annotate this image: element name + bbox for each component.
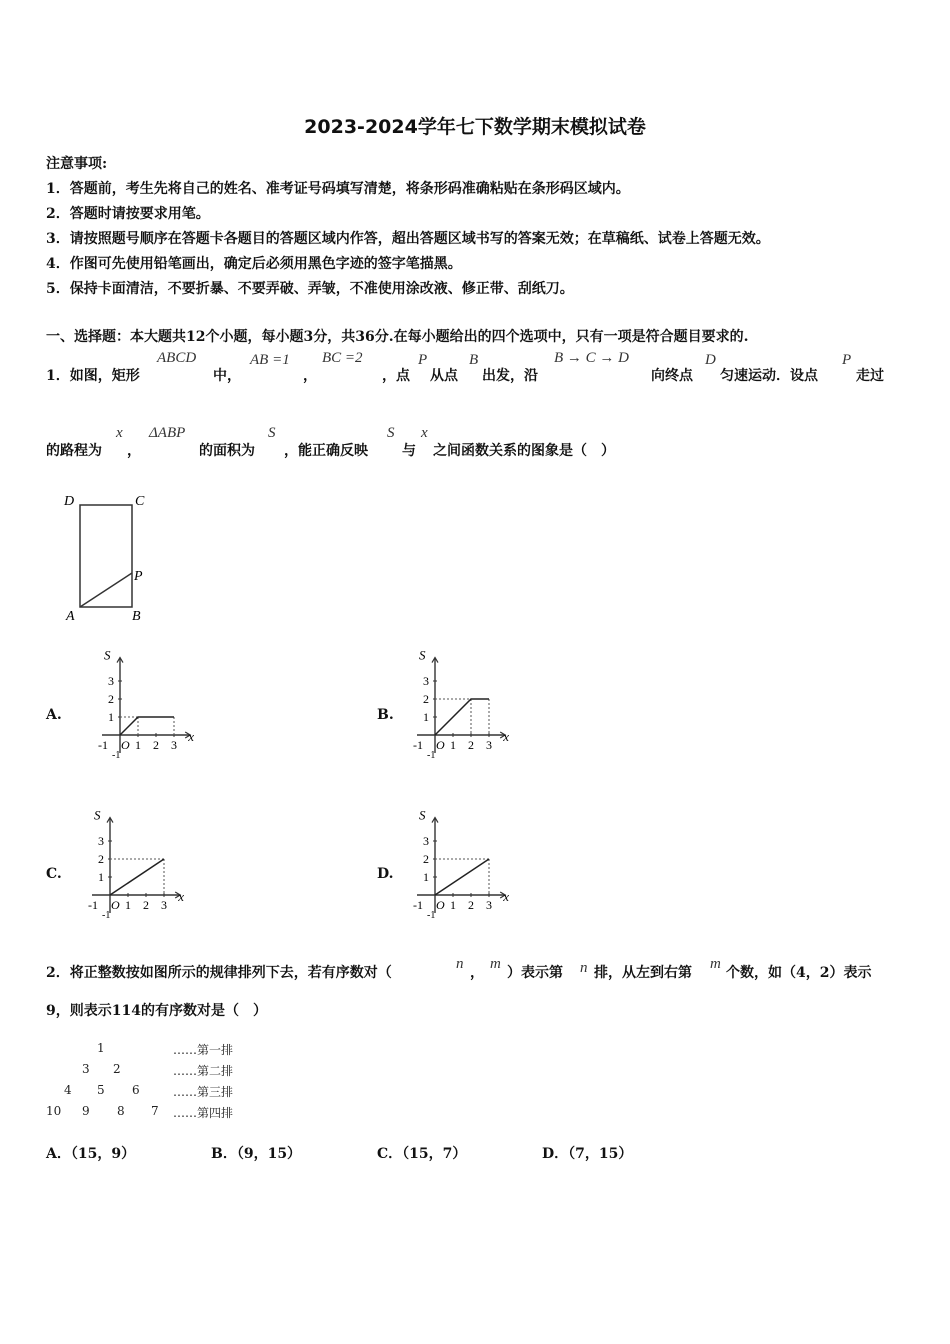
notice-item-1: 1．答题前，考生先将自己的姓名、准考证号码填写清楚，将条形码准确粘贴在条形码区域内。 [46, 181, 630, 197]
function-graph-line [435, 859, 489, 895]
q1-text-1: 1．如图，矩形 [46, 368, 140, 384]
row-label-1: ……第一排 [173, 1043, 234, 1057]
y-tick-label: -1 [112, 750, 121, 761]
triangle-num: 4 [64, 1083, 72, 1097]
q1-line2-b: ， [127, 443, 141, 459]
label-d: D [64, 494, 75, 509]
rectangle-abcd [80, 505, 132, 607]
q2-text-4: 排，从左到右第 [594, 965, 692, 981]
x-tick-label: 3 [171, 738, 177, 752]
notice-item-5: 5．保持卡面清洁，不要折暴、不要弄破、弄皱，不准使用涂改液、修正带、刮纸刀。 [46, 281, 574, 297]
origin-label: O [121, 738, 130, 752]
notice-item-4: 4．作图可先使用铅笔画出，确定后必须用黑色字迹的签字笔描黑。 [46, 256, 462, 272]
y-tick-label: 2 [423, 692, 429, 706]
y-tick-label: 2 [108, 692, 114, 706]
triangle-num: 2 [113, 1062, 121, 1076]
q1-math-b: B [469, 352, 479, 368]
q2-math-m2: m [710, 956, 721, 972]
q1-text-8: 匀速运动．设点 [720, 368, 818, 384]
q1-line2-f: 之间函数关系的图象是（ ） [433, 443, 615, 459]
y-axis-label: S [94, 808, 101, 823]
y-tick-label: 3 [108, 674, 114, 688]
x-axis-label: x [503, 889, 509, 904]
triangle-num: 8 [117, 1104, 125, 1118]
triangle-num: 7 [151, 1104, 159, 1118]
q1-option-d-graph[interactable] [405, 808, 520, 923]
y-tick-label: -1 [102, 910, 111, 921]
x-tick-label: 1 [450, 898, 456, 912]
q1-text-3: ， [303, 368, 317, 384]
label-b: B [132, 609, 141, 624]
y-tick-label: -1 [427, 910, 436, 921]
x-tick-label: 1 [125, 898, 131, 912]
q1-math-bc: BC =2 [322, 350, 363, 366]
segment-ap [80, 573, 132, 607]
triangle-num: 5 [97, 1083, 105, 1097]
q2-option-c[interactable]: C．（15，7） [377, 1146, 467, 1162]
row-label-3: ……第三排 [173, 1085, 234, 1099]
y-axis-label: S [104, 648, 111, 663]
x-tick-label: 3 [486, 898, 492, 912]
q2-text-3: ）表示第 [507, 965, 563, 981]
y-tick-label: 3 [423, 674, 429, 688]
q1-text-4: ，点 [382, 368, 410, 384]
q1-text-6: 出发，沿 [482, 368, 538, 384]
notice-item-2: 2．答题时请按要求用笔。 [46, 206, 210, 222]
q1-option-c-label[interactable]: C. [46, 866, 62, 882]
y-tick-label: 2 [423, 852, 429, 866]
y-tick-label: -1 [427, 750, 436, 761]
y-tick-label: 2 [98, 852, 104, 866]
y-tick-label: 3 [98, 834, 104, 848]
row-label-4: ……第四排 [173, 1106, 234, 1120]
x-tick-label: -1 [88, 898, 98, 912]
x-tick-label: 1 [135, 738, 141, 752]
rectangle-figure [55, 485, 165, 630]
x-tick-label: 3 [161, 898, 167, 912]
row-label-2: ……第二排 [173, 1064, 234, 1078]
y-axis-label: S [419, 648, 426, 663]
q1-line2-d: ，能正确反映 [284, 443, 368, 459]
triangle-num: 3 [82, 1062, 90, 1076]
x-tick-label: 2 [468, 898, 474, 912]
q1-math-d: D [705, 352, 716, 368]
triangle-num: 6 [132, 1083, 140, 1097]
q1-math-path: B → C → D [554, 350, 629, 366]
q1-math-p: P [418, 352, 428, 368]
q2-text-5: 个数，如（4，2）表示 [726, 965, 872, 981]
label-a: A [66, 609, 75, 624]
x-tick-label: 2 [143, 898, 149, 912]
label-c: C [135, 494, 145, 509]
x-tick-label: 2 [468, 738, 474, 752]
q2-math-m: m [490, 956, 501, 972]
y-tick-label: 1 [423, 870, 429, 884]
q2-math-n: n [456, 956, 464, 972]
q2-option-a[interactable]: A．（15，9） [46, 1146, 136, 1162]
q1-line2-c: 的面积为 [199, 443, 255, 459]
q1-math-abp: ΔABP [149, 425, 186, 441]
x-tick-label: -1 [413, 738, 423, 752]
section-heading: 一、选择题：本大题共12个小题，每小题3分，共36分.在每小题给出的四个选项中，只有一项是符合题目要求的. [46, 329, 749, 345]
q1-math-p2: P [842, 352, 852, 368]
function-graph-line [120, 717, 174, 735]
x-tick-label: 3 [486, 738, 492, 752]
x-axis-label: x [188, 729, 194, 744]
function-graph-line [110, 859, 164, 895]
q2-text-1: 2．将正整数按如图所示的规律排列下去，若有序数对（ [46, 965, 392, 981]
q1-math-x2: x [421, 425, 428, 441]
q1-option-b-label[interactable]: B. [377, 707, 394, 723]
q2-option-b[interactable]: B．（9，15） [211, 1146, 302, 1162]
q1-math-x: x [116, 425, 123, 441]
function-graph-line [435, 699, 489, 735]
notice-item-3: 3．请按照题号顺序在答题卡各题目的答题区域内作答，超出答题区域书写的答案无效；在草稿纸、试卷上答题无效。 [46, 231, 770, 247]
y-tick-label: 1 [423, 710, 429, 724]
q1-math-ab: AB =1 [250, 352, 290, 368]
q1-text-7: 向终点 [651, 368, 693, 384]
x-tick-label: -1 [413, 898, 423, 912]
q1-line2-a: 的路程为 [46, 443, 102, 459]
q1-math-s: S [268, 425, 276, 441]
x-axis-label: x [178, 889, 184, 904]
y-axis-label: S [419, 808, 426, 823]
q1-option-a-graph[interactable] [90, 648, 205, 763]
x-axis-label: x [503, 729, 509, 744]
origin-label: O [111, 898, 120, 912]
page-title: 2023-2024学年七下数学期末模拟试卷 [304, 116, 646, 138]
triangle-num: 10 [46, 1104, 62, 1118]
x-tick-label: 2 [153, 738, 159, 752]
origin-label: O [436, 738, 445, 752]
triangle-num: 9 [82, 1104, 90, 1118]
x-tick-label: -1 [98, 738, 108, 752]
q1-text-9: 走过 [856, 368, 884, 384]
q1-line2-e: 与 [402, 443, 416, 459]
q2-text-2: ， [470, 965, 484, 981]
q1-option-a-label[interactable]: A. [46, 707, 62, 723]
q1-math-abcd: ABCD [157, 350, 197, 366]
origin-label: O [436, 898, 445, 912]
y-tick-label: 1 [108, 710, 114, 724]
notice-heading: 注意事项: [46, 156, 108, 172]
x-tick-label: 1 [450, 738, 456, 752]
q2-line-2: 9，则表示114的有序数对是（ ） [46, 1003, 267, 1019]
y-tick-label: 3 [423, 834, 429, 848]
q2-option-d[interactable]: D．（7，15） [542, 1146, 633, 1162]
q1-text-2: 中， [213, 368, 241, 384]
q1-option-c-graph[interactable] [80, 808, 195, 923]
triangle-num: 1 [97, 1041, 105, 1055]
label-p: P [134, 569, 143, 584]
q1-math-s2: S [387, 425, 395, 441]
q1-option-b-graph[interactable] [405, 648, 520, 763]
y-tick-label: 1 [98, 870, 104, 884]
q1-option-d-label[interactable]: D. [377, 866, 394, 882]
q2-math-n2: n [580, 960, 588, 976]
q1-text-5: 从点 [430, 368, 458, 384]
